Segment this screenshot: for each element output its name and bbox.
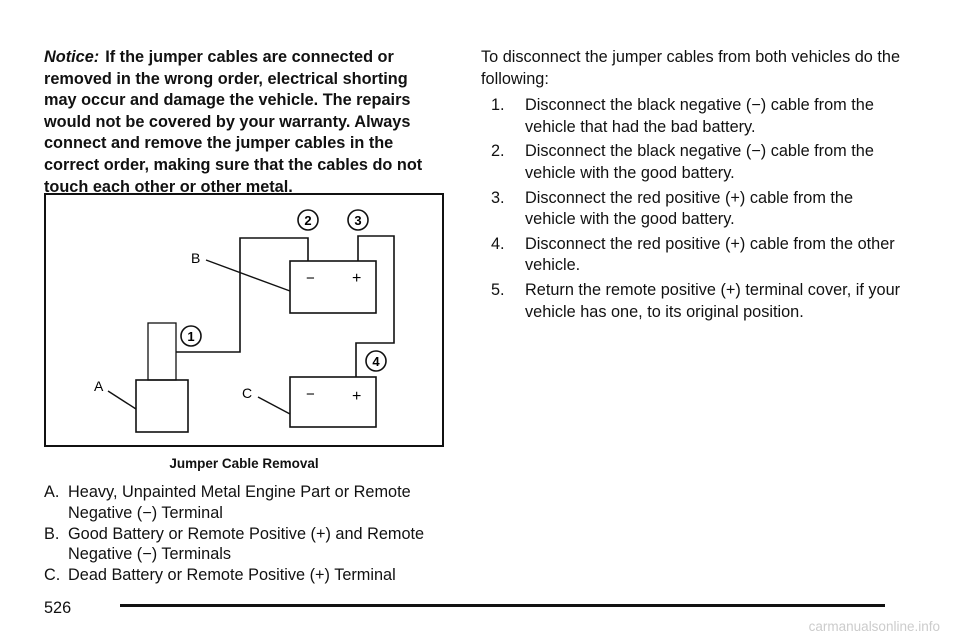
legend-key: C. [44,566,61,585]
leader-line-c [258,397,290,414]
callout-1: 1 [187,329,195,344]
step-item [491,95,901,138]
label-b: B [191,250,201,266]
callout-4: 4 [372,354,380,369]
legend-item-a [44,482,454,524]
notice-label: Notice: [44,48,100,66]
step-text: Disconnect the black negative (−) cable from the vehicle with the good battery. [525,142,874,182]
legend-text: Dead Battery or Remote Positive (+) Terminal [68,566,396,585]
watermark: carmanualsonline.info [808,619,940,634]
step-text: Disconnect the black negative (−) cable from the vehicle that had the bad battery. [525,96,874,136]
notice-paragraph [44,47,444,198]
legend-text: Heavy, Unpainted Metal Engine Part or Remote Negative (−) Terminal [68,483,411,522]
good-battery-plus: + [352,270,362,287]
legend-text: Good Battery or Remote Positive (+) and Remote Negative (−) Terminals [68,524,425,564]
diagram-svg [46,195,442,445]
dead-battery-plus: + [352,388,362,405]
step-text: Disconnect the red positive (+) cable from the vehicle with the good battery. [525,188,854,229]
leader-line-b [206,260,290,291]
notice-text: If the jumper cables are connected or removed in the wrong order, electrical shorting may occur and damage the vehicle. The repairs would not be covered by your warranty. Always connect and remove the jumper cables in the correct order, making sure that the cables do not touch each other or other metal. [44,48,423,196]
legend-key: B. [44,524,60,543]
step-item [491,280,901,323]
dead-battery [290,377,376,427]
step-number: 5. [491,280,505,299]
step-number: 3. [491,188,505,207]
step-text: Return the remote positive (+) terminal cover, if your vehicle has one, to its original position. [525,280,901,321]
footer-rule [120,604,885,607]
legend-item-c [44,565,454,586]
instructions-intro: To disconnect the jumper cables from both vehicles do the following: [481,48,901,88]
step-item [491,141,901,184]
figure-legend [44,482,454,586]
good-battery [290,261,376,313]
leader-line-a [108,391,136,409]
step-item [491,234,901,277]
callout-2: 2 [304,213,312,228]
engine-part-block [136,380,188,432]
engine-part-post [148,323,176,380]
dead-battery-minus: − [306,386,315,403]
legend-item-b [44,524,454,566]
legend-key: A. [44,483,60,501]
label-a: A [94,378,104,394]
figure-caption: Jumper Cable Removal [169,456,319,471]
step-number: 2. [491,142,505,161]
step-number: 1. [491,96,505,115]
callout-3: 3 [354,213,362,228]
instructions-steps [481,95,901,323]
step-number: 4. [491,234,505,253]
jumper-cable-diagram [44,193,444,447]
step-text: Disconnect the red positive (+) cable from the other vehicle. [525,234,895,275]
good-battery-minus: − [306,270,315,287]
instructions-column [481,47,901,326]
step-item [491,188,901,231]
label-c: C [242,385,253,401]
page-number: 526 [44,599,72,617]
